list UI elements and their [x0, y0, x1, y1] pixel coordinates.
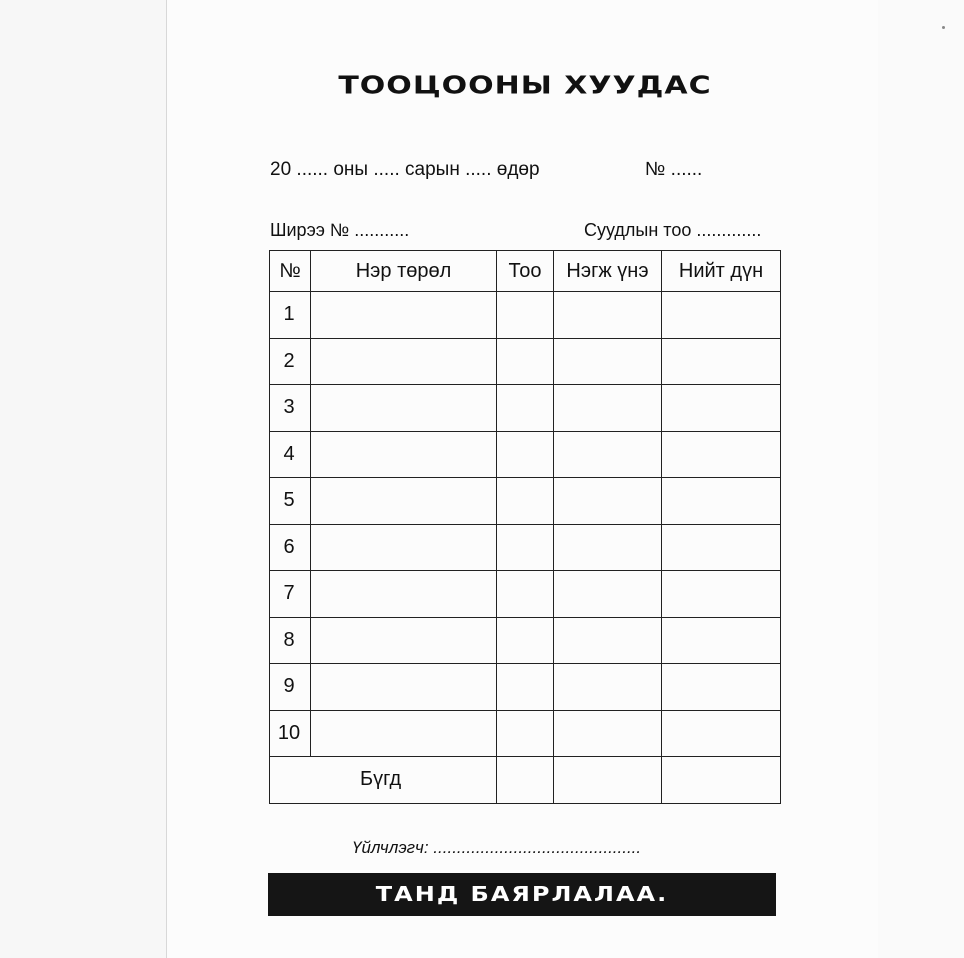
row-number: 8	[270, 617, 311, 664]
quantity-cell	[497, 478, 554, 525]
item-cell	[311, 617, 497, 664]
unit-price-cell	[554, 385, 662, 432]
column-header-unit-price: Нэгж үнэ	[554, 251, 662, 292]
quantity-cell	[497, 338, 554, 385]
thank-you-banner	[268, 873, 776, 916]
quantity-cell	[497, 385, 554, 432]
row-number: 6	[270, 524, 311, 571]
item-cell	[311, 571, 497, 618]
table-row	[270, 338, 781, 385]
unit-price-cell	[554, 710, 662, 757]
table-row	[270, 524, 781, 571]
table-row	[270, 664, 781, 711]
column-header-total: Нийт дүн	[662, 251, 781, 292]
total-cell	[662, 710, 781, 757]
column-header-item: Нэр төрөл	[311, 251, 497, 292]
quantity-cell	[497, 664, 554, 711]
total-quantity-cell	[497, 757, 554, 804]
row-number: 7	[270, 571, 311, 618]
row-number: 2	[270, 338, 311, 385]
row-number: 1	[270, 292, 311, 339]
unit-price-cell	[554, 571, 662, 618]
item-cell	[311, 664, 497, 711]
total-amount-cell	[662, 757, 781, 804]
thank-you-text: ТАНД БАЯРЛАЛАА.	[375, 882, 669, 906]
bill-table	[269, 250, 781, 804]
total-cell	[662, 338, 781, 385]
total-cell	[662, 385, 781, 432]
table-row	[270, 385, 781, 432]
background-strip	[878, 0, 964, 958]
table-number-line: Ширээ № ...........	[270, 220, 410, 240]
number-line: № ......	[645, 159, 703, 180]
row-number: 10	[270, 710, 311, 757]
quantity-cell	[497, 617, 554, 664]
item-cell	[311, 292, 497, 339]
unit-price-cell	[554, 431, 662, 478]
unit-price-cell	[554, 292, 662, 339]
table-header-row	[270, 251, 781, 292]
row-number: 9	[270, 664, 311, 711]
table-row	[270, 292, 781, 339]
total-cell	[662, 431, 781, 478]
server-signature-line: Үйлчлэгч: ............................................	[352, 838, 642, 857]
total-cell	[662, 571, 781, 618]
quantity-cell	[497, 292, 554, 339]
document-title: ТООЦООНЫ ХУУДАС	[338, 71, 712, 100]
unit-price-cell	[554, 478, 662, 525]
total-unit-price-cell	[554, 757, 662, 804]
table-row	[270, 478, 781, 525]
table-row	[270, 431, 781, 478]
table-row	[270, 710, 781, 757]
item-cell	[311, 385, 497, 432]
row-number: 4	[270, 431, 311, 478]
item-cell	[311, 710, 497, 757]
column-header-number: №	[270, 251, 311, 292]
total-label: Бүгд	[270, 757, 497, 804]
item-cell	[311, 478, 497, 525]
unit-price-cell	[554, 664, 662, 711]
total-cell	[662, 478, 781, 525]
quantity-cell	[497, 431, 554, 478]
date-line: 20 ...... оны ..... сарын ..... өдөр	[270, 159, 540, 180]
quantity-cell	[497, 524, 554, 571]
item-cell	[311, 338, 497, 385]
item-cell	[311, 524, 497, 571]
unit-price-cell	[554, 524, 662, 571]
row-number: 5	[270, 478, 311, 525]
item-cell	[311, 431, 497, 478]
total-cell	[662, 664, 781, 711]
total-cell	[662, 524, 781, 571]
speck	[942, 26, 945, 29]
unit-price-cell	[554, 617, 662, 664]
quantity-cell	[497, 710, 554, 757]
total-row	[270, 757, 781, 804]
unit-price-cell	[554, 338, 662, 385]
total-cell	[662, 292, 781, 339]
total-cell	[662, 617, 781, 664]
table-row	[270, 617, 781, 664]
quantity-cell	[497, 571, 554, 618]
table-row	[270, 571, 781, 618]
row-number: 3	[270, 385, 311, 432]
guest-count-line: Суудлын тоо .............	[584, 220, 762, 240]
column-header-quantity: Тоо	[497, 251, 554, 292]
